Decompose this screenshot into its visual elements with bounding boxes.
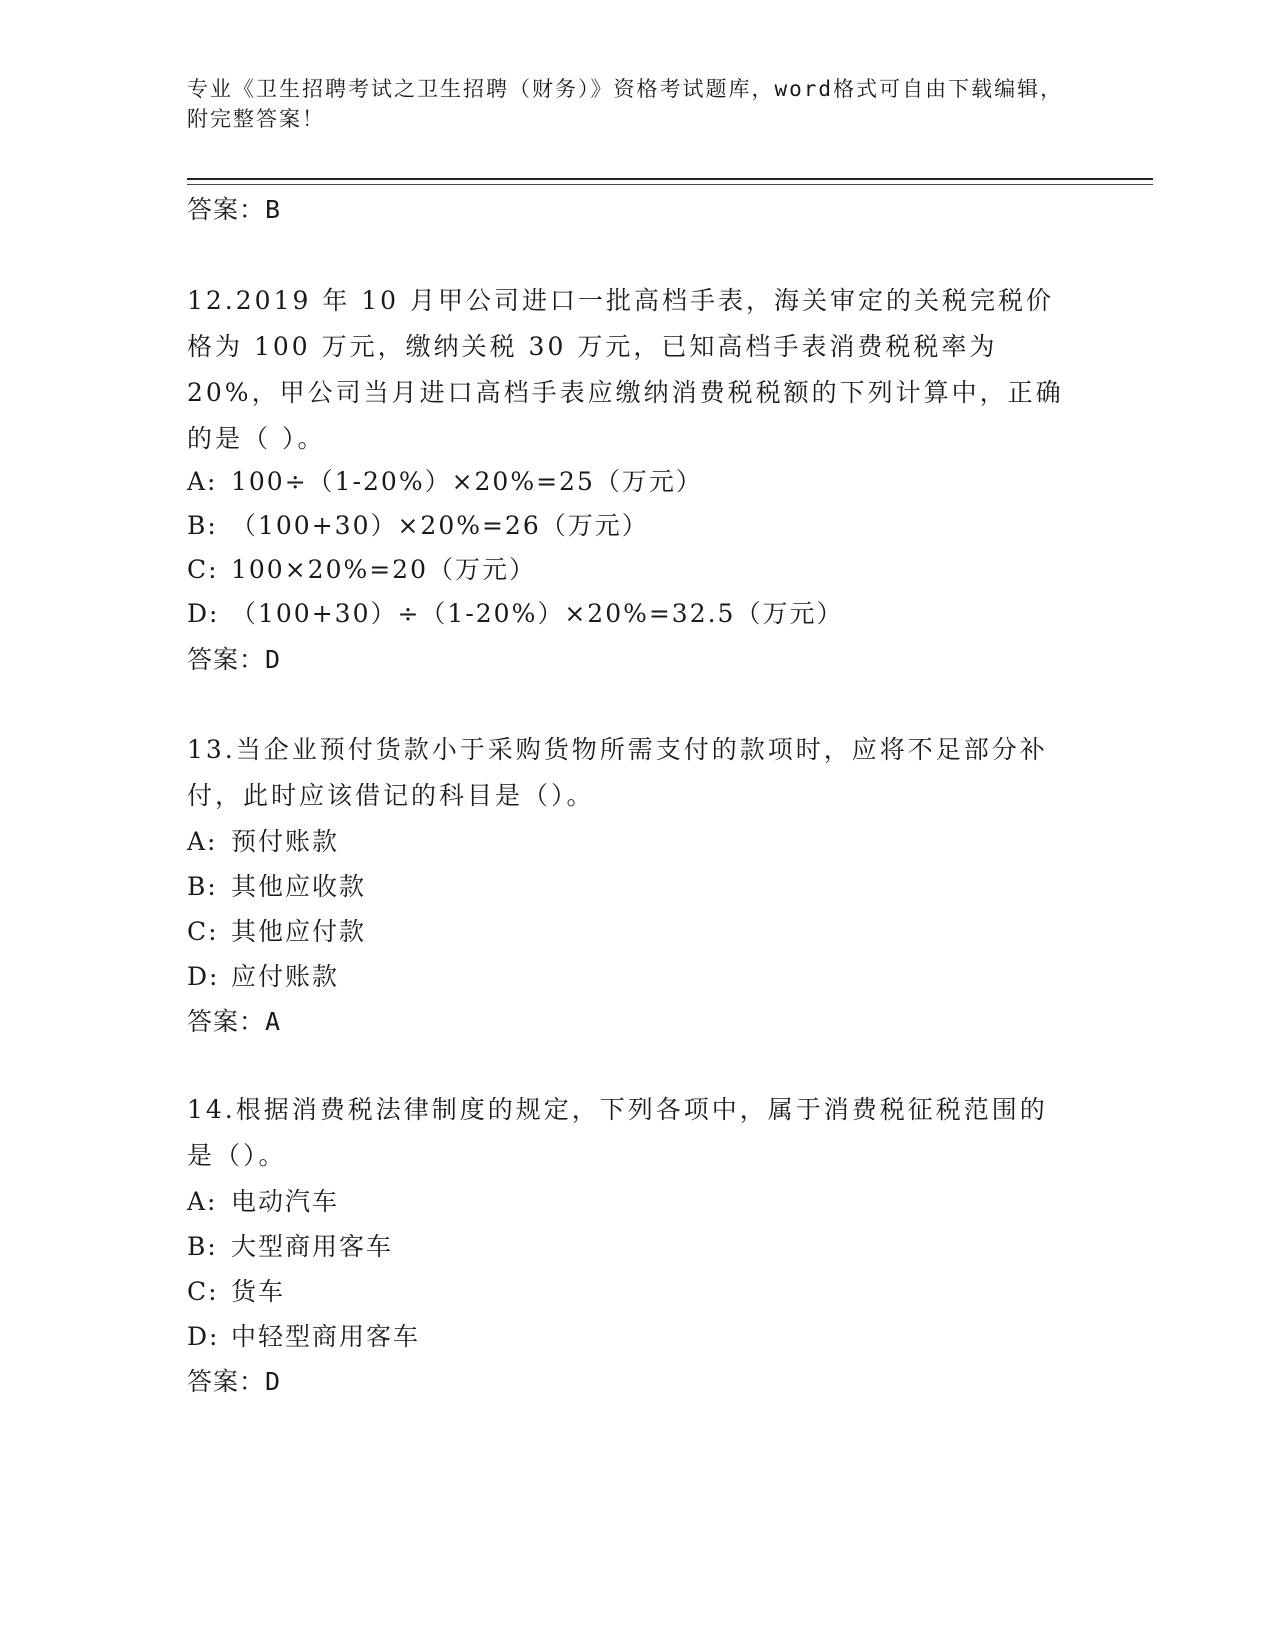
question-13-answer: 答案：A	[187, 1007, 282, 1036]
question-13-option-b	[187, 872, 1067, 902]
option-text: 大型商用客车	[231, 1232, 394, 1261]
option-letter: C:	[187, 917, 219, 946]
question-14-option-c	[187, 1277, 1067, 1307]
option-text: 预付账款	[231, 827, 340, 856]
option-text: 100÷（1-20%）×20%=25（万元）	[231, 467, 703, 496]
question-13-option-d	[187, 962, 1067, 992]
option-text: 电动汽车	[231, 1187, 340, 1216]
question-14-option-d	[187, 1322, 1067, 1352]
option-text: 100×20%=20（万元）	[231, 555, 536, 584]
option-letter: D:	[187, 962, 220, 991]
option-text: 其他应付款	[231, 917, 367, 946]
question-12-option-c	[187, 555, 1067, 585]
question-14-option-a	[187, 1187, 1067, 1217]
question-14-option-b	[187, 1232, 1067, 1262]
question-12-option-d	[187, 599, 1067, 629]
question-13-option-a	[187, 827, 1067, 857]
question-12-option-b	[187, 511, 1067, 541]
option-letter: B:	[187, 872, 218, 901]
option-letter: B:	[187, 1232, 218, 1261]
option-letter: B:	[187, 511, 218, 540]
header-divider-thick	[187, 178, 1153, 180]
previous-answer: 答案：B	[187, 195, 282, 224]
option-letter: D:	[187, 599, 220, 628]
option-text: 中轻型商用客车	[231, 1322, 421, 1351]
option-text: 货车	[231, 1277, 286, 1306]
question-14-stem: 14.根据消费税法律制度的规定，下列各项中，属于消费税征税范围的是（）。	[187, 1095, 1048, 1170]
question-12-answer: 答案：D	[187, 645, 282, 674]
question-13-option-c	[187, 917, 1067, 947]
option-text: （100+30）×20%=26（万元）	[231, 511, 649, 540]
question-12-stem: 12.2019 年 10 月甲公司进口一批高档手表，海关审定的关税完税价格为 100 万元，缴纳关税 30 万元，已知高档手表消费税税率为 20%，甲公司当月进口高档手表应缴纳消费税税额的下列计算中，正确的是（ ）。	[187, 286, 1064, 453]
option-text: （100+30）÷（1-20%）×20%=32.5（万元）	[231, 599, 844, 628]
option-letter: C:	[187, 555, 219, 584]
option-letter: C:	[187, 1277, 219, 1306]
header-divider-thin	[187, 184, 1153, 185]
option-letter: A:	[187, 1187, 218, 1216]
document-header: 专业《卫生招聘考试之卫生招聘（财务）》资格考试题库，word格式可自由下载编辑，附完整答案！	[187, 77, 1064, 131]
option-text: 其他应收款	[231, 872, 367, 901]
question-14-answer: 答案：D	[187, 1367, 282, 1396]
option-text: 应付账款	[231, 962, 340, 991]
option-letter: A:	[187, 827, 218, 856]
option-letter: D:	[187, 1322, 220, 1351]
option-letter: A:	[187, 467, 218, 496]
question-12-option-a	[187, 467, 1067, 497]
question-13-stem: 13.当企业预付货款小于采购货物所需支付的款项时，应将不足部分补付，此时应该借记的科目是（）。	[187, 735, 1048, 810]
